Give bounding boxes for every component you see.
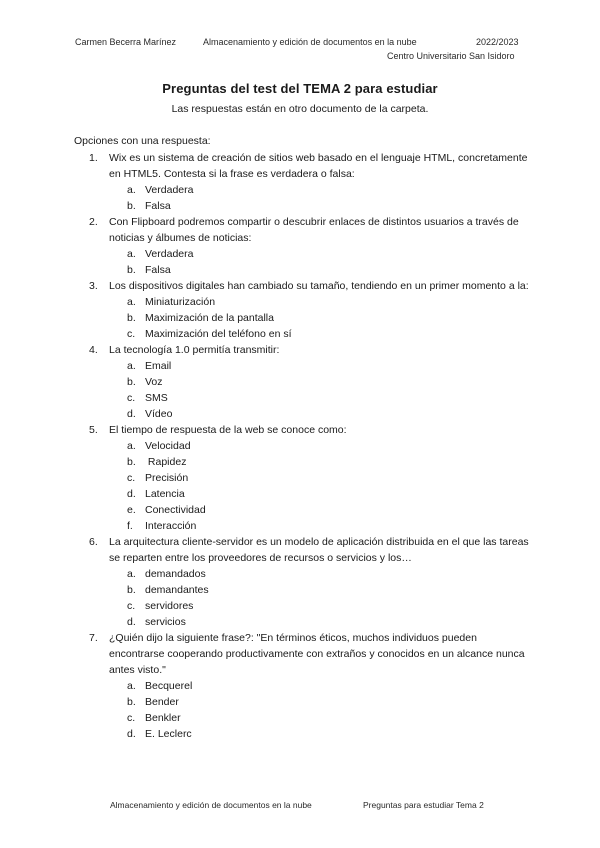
- question-text: La arquitectura cliente-servidor es un modelo de aplicación distribuida en el que las tareas se reparten entre los proveedores de recursos o servicios y los…: [109, 536, 529, 564]
- question-text: La tecnología 1.0 permitía transmitir:: [109, 344, 280, 356]
- answer-option: [0, 262, 600, 278]
- option-list: [0, 566, 600, 630]
- answer-option: [0, 598, 600, 614]
- answer-option: [0, 726, 600, 742]
- option-list: [0, 294, 600, 342]
- option-letter: a.: [127, 568, 136, 580]
- option-text: Falsa: [145, 200, 171, 212]
- option-text: Becquerel: [145, 680, 193, 692]
- question-text-row: [0, 278, 529, 294]
- option-letter: f.: [127, 520, 133, 532]
- option-letter: a.: [127, 680, 136, 692]
- option-letter: b.: [127, 376, 136, 388]
- answer-option: [0, 246, 600, 262]
- option-text: Bender: [145, 696, 179, 708]
- question-number: 5.: [89, 424, 98, 436]
- answer-option: [0, 486, 600, 502]
- question-item: [0, 630, 600, 742]
- answer-option: [0, 518, 600, 534]
- question-item: [0, 534, 600, 630]
- option-letter: a.: [127, 360, 136, 372]
- question-text: Wix es un sistema de creación de sitios web basado en el lenguaje HTML, concretamente en HTML5. Contesta si la frase es verdadera o falsa:: [109, 152, 528, 180]
- option-text: Falsa: [145, 264, 171, 276]
- question-text-row: [0, 630, 529, 678]
- answer-option: [0, 294, 600, 310]
- option-letter: b.: [127, 264, 136, 276]
- option-letter: b.: [127, 584, 136, 596]
- option-letter: c.: [127, 328, 136, 340]
- option-text: Precisión: [145, 472, 189, 484]
- option-letter: b.: [127, 200, 136, 212]
- header-course: Almacenamiento y edición de documentos en la nube: [203, 37, 417, 47]
- option-list: [0, 678, 600, 742]
- section-intro: Opciones con una respuesta:: [74, 135, 211, 147]
- option-text: E. Leclerc: [145, 728, 192, 740]
- answer-option: [0, 406, 600, 422]
- answer-option: [0, 566, 600, 582]
- answer-option: [0, 678, 600, 694]
- answer-option: [0, 310, 600, 326]
- option-letter: d.: [127, 488, 136, 500]
- option-text: Miniaturización: [145, 296, 216, 308]
- answer-option: [0, 358, 600, 374]
- question-item: [0, 422, 600, 534]
- option-text: Rapidez: [145, 456, 187, 468]
- question-number: 6.: [89, 536, 98, 548]
- question-number: 2.: [89, 216, 98, 228]
- answer-option: [0, 710, 600, 726]
- question-number: 1.: [89, 152, 98, 164]
- question-text-row: [0, 150, 529, 182]
- answer-option: [0, 198, 600, 214]
- option-letter: b.: [127, 696, 136, 708]
- option-text: Verdadera: [145, 184, 194, 196]
- footer-course: Almacenamiento y edición de documentos en la nube: [110, 800, 312, 810]
- question-item: [0, 214, 600, 278]
- option-text: Interacción: [145, 520, 197, 532]
- question-text-row: [0, 534, 529, 566]
- option-letter: e.: [127, 504, 136, 516]
- answer-option: [0, 582, 600, 598]
- option-letter: a.: [127, 296, 136, 308]
- answer-option: [0, 502, 600, 518]
- option-text: Email: [145, 360, 172, 372]
- option-text: servicios: [145, 616, 186, 628]
- question-number: 4.: [89, 344, 98, 356]
- option-text: Maximización del teléfono en sí: [145, 328, 292, 340]
- option-letter: c.: [127, 392, 136, 404]
- answer-option: [0, 374, 600, 390]
- option-letter: a.: [127, 184, 136, 196]
- option-text: servidores: [145, 600, 194, 612]
- option-letter: b.: [127, 312, 136, 324]
- question-text-row: [0, 214, 529, 246]
- question-text-row: [0, 422, 529, 438]
- footer-title: Preguntas para estudiar Tema 2: [363, 800, 484, 810]
- option-text: Verdadera: [145, 248, 194, 260]
- option-letter: c.: [127, 600, 136, 612]
- question-text: Con Flipboard podremos compartir o descubrir enlaces de distintos usuarios a través de noticias y álbumes de noticias:: [109, 216, 519, 244]
- answer-option: [0, 614, 600, 630]
- question-item: [0, 342, 600, 422]
- option-text: Conectividad: [145, 504, 206, 516]
- option-letter: d.: [127, 616, 136, 628]
- option-text: Velocidad: [145, 440, 191, 452]
- answer-option: [0, 694, 600, 710]
- question-list: [0, 150, 600, 742]
- option-text: Vídeo: [145, 408, 173, 420]
- option-text: Latencia: [145, 488, 185, 500]
- answer-option: [0, 438, 600, 454]
- option-text: SMS: [145, 392, 168, 404]
- option-list: [0, 182, 600, 214]
- question-item: [0, 278, 600, 342]
- option-letter: c.: [127, 712, 136, 724]
- question-text: Los dispositivos digitales han cambiado su tamaño, tendiendo en un primer momento a la:: [109, 280, 529, 292]
- question-number: 3.: [89, 280, 98, 292]
- option-text: Benkler: [145, 712, 181, 724]
- option-letter: d.: [127, 408, 136, 420]
- answer-option: [0, 182, 600, 198]
- answer-option: [0, 454, 600, 470]
- question-text-row: [0, 342, 529, 358]
- option-letter: a.: [127, 248, 136, 260]
- option-letter: a.: [127, 440, 136, 452]
- option-letter: b.: [127, 456, 136, 468]
- page-title: Preguntas del test del TEMA 2 para estudiar: [162, 81, 438, 96]
- option-text: demandados: [145, 568, 206, 580]
- option-letter: d.: [127, 728, 136, 740]
- option-letter: c.: [127, 472, 136, 484]
- header-school: Centro Universitario San Isidoro: [387, 51, 515, 61]
- option-text: Maximización de la pantalla: [145, 312, 274, 324]
- option-list: [0, 246, 600, 278]
- header-year: 2022/2023: [476, 37, 519, 47]
- answer-option: [0, 470, 600, 486]
- option-text: demandantes: [145, 584, 209, 596]
- question-text: ¿Quién dijo la siguiente frase?: "En términos éticos, muchos individuos pueden encontrarse cooperando productivamente con extraños y conocidos en un alcance nunca antes visto.": [109, 632, 525, 676]
- option-text: Voz: [145, 376, 163, 388]
- question-text: El tiempo de respuesta de la web se conoce como:: [109, 424, 347, 436]
- question-item: [0, 150, 600, 214]
- answer-option: [0, 390, 600, 406]
- header-author: Carmen Becerra Marínez: [75, 37, 177, 47]
- page-subtitle: Las respuestas están en otro documento de la carpeta.: [171, 103, 429, 115]
- option-list: [0, 438, 600, 534]
- option-list: [0, 358, 600, 422]
- answer-option: [0, 326, 600, 342]
- question-number: 7.: [89, 632, 98, 644]
